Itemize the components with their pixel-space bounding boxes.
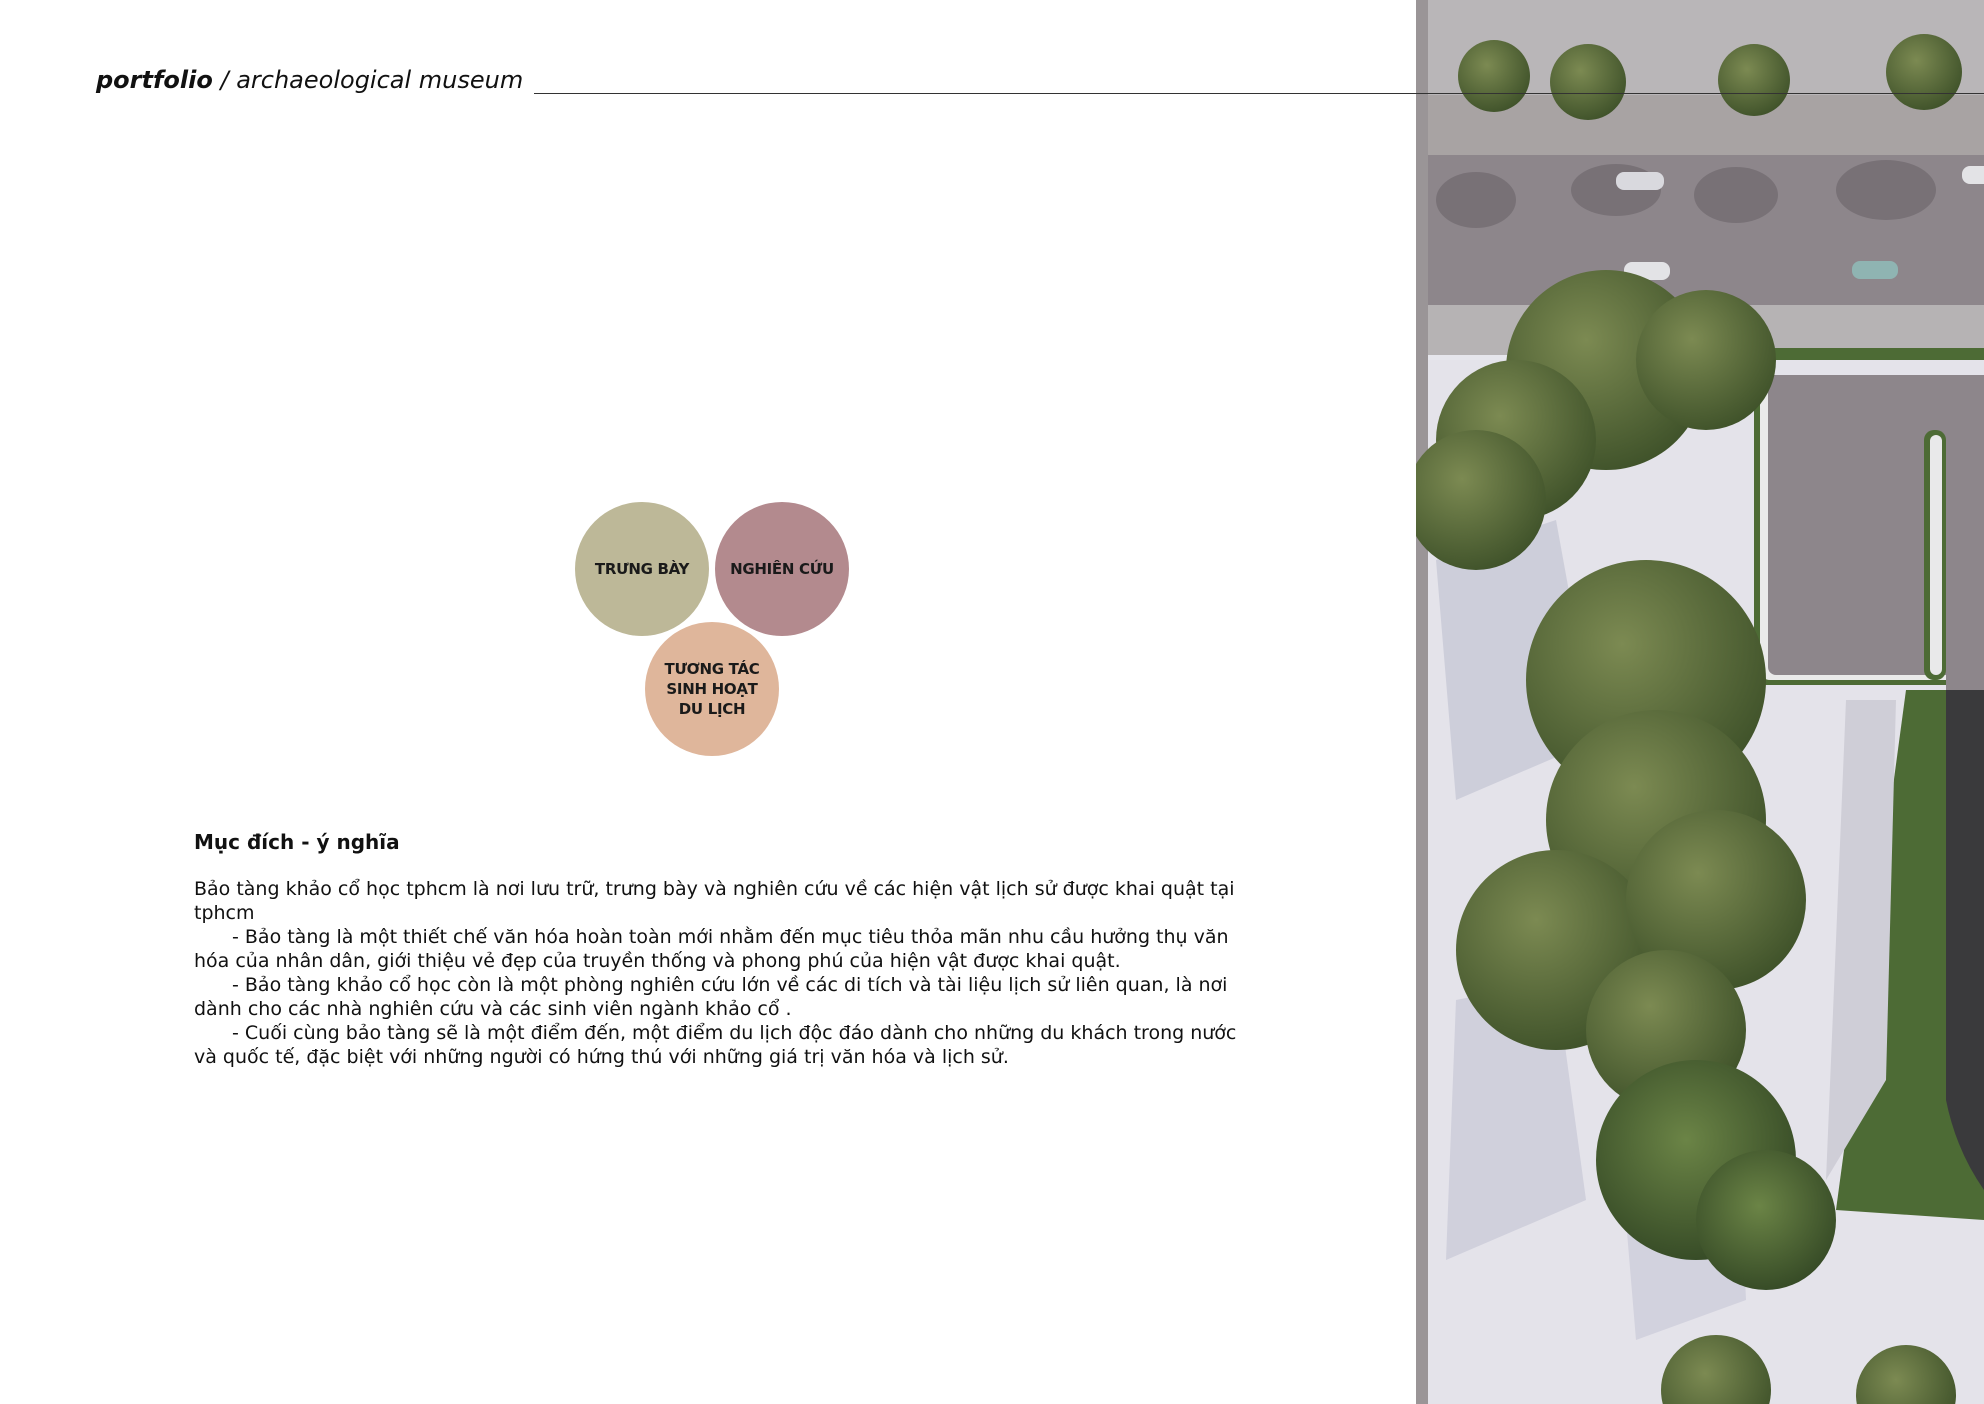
section-title: Mục đích - ý nghĩa	[194, 830, 400, 854]
circle-exhibition-label: TRƯNG BÀY	[594, 560, 690, 578]
circle-research-label: NGHIÊN CỨU	[730, 560, 834, 578]
paragraph-intro: Bảo tàng khảo cổ học tphcm là nơi lưu trữ, trưng bày và nghiên cứu về các hiện vật lịch sử được khai quật tại tphcm	[194, 878, 1235, 924]
aerial-site-image	[1416, 0, 1984, 1404]
car	[1852, 261, 1898, 279]
tree	[1458, 40, 1530, 112]
circle-interaction	[645, 622, 779, 756]
header-separator: /	[212, 66, 237, 94]
aerial-site-illustration	[1416, 0, 1984, 1404]
tree	[1718, 44, 1790, 116]
project-label: archaeological museum	[236, 66, 524, 94]
paragraph-research: - Bảo tàng khảo cổ học còn là một phòng nghiên cứu lớn về các di tích và tài liệu lịch sử liên quan, là nơi dành cho các nhà nghiên cứu và các sinh viên ngành khảo cổ .	[194, 974, 1228, 1020]
circle-research	[715, 502, 849, 636]
paragraph-tourism: - Cuối cùng bảo tàng sẽ là một điểm đến, một điểm du lịch độc đáo dành cho những du khách trong nước và quốc tế, đặc biệt với những người có hứng thú với những giá trị văn hóa và lịch sử.	[194, 1022, 1237, 1068]
tree	[1886, 34, 1962, 110]
car	[1616, 172, 1664, 190]
section-body	[194, 877, 1254, 1069]
paragraph-culture: - Bảo tàng là một thiết chế văn hóa hoàn toàn mới nhằm đến mục tiêu thỏa mãn nhu cầu hưởng thụ văn hóa của nhân dân, giới thiệu vẻ đẹp của truyền thống và phong phú của hiện vật được khai quật.	[194, 926, 1229, 972]
circle-exhibition	[575, 502, 709, 636]
portfolio-label: portfolio	[96, 66, 213, 94]
page-header	[96, 66, 523, 94]
circle-interaction-label: TƯƠNG TÁC SINH HOẠT DU LỊCH	[664, 660, 760, 718]
car	[1962, 166, 1984, 184]
tree	[1550, 44, 1626, 120]
header-divider	[534, 93, 1984, 94]
